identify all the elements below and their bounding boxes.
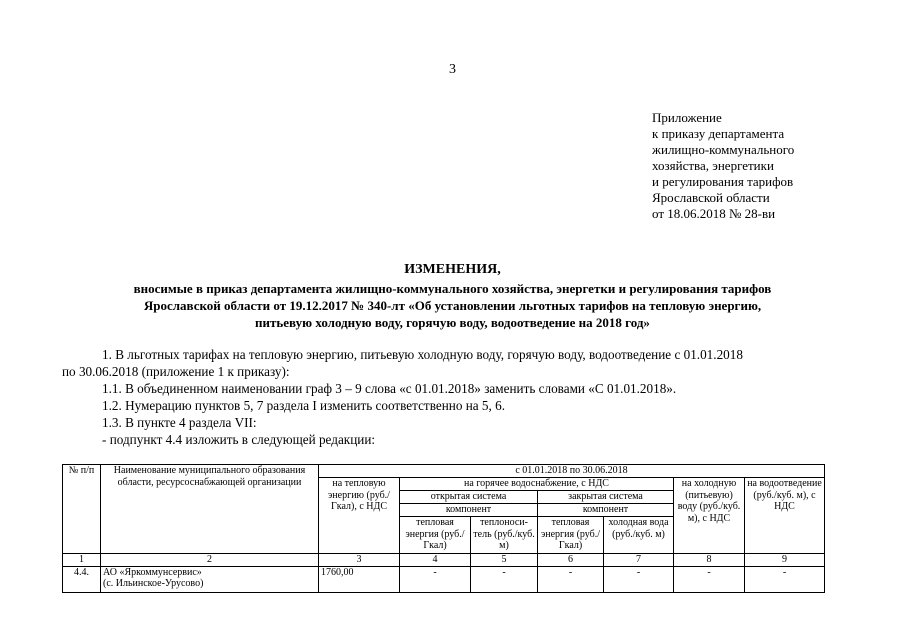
header-name: Наименование муниципального образования области, ресурсоснабжающей организации bbox=[101, 465, 319, 554]
appendix-line: хозяйства, энергетики bbox=[652, 158, 774, 173]
header-num: № п/п bbox=[63, 465, 101, 554]
appendix-line: к приказу департамента bbox=[652, 126, 785, 141]
subtitle-line: Ярославской области от 19.12.2017 № 340-лт «Об установлении льготных тарифов на тепловую энергию, bbox=[143, 298, 762, 313]
col-number: 8 bbox=[674, 554, 745, 567]
header-sewage: на водоотведение (руб./куб. м), с НДС bbox=[745, 478, 825, 554]
table-row bbox=[63, 566, 825, 592]
header-heat: на тепловую энергию (руб./Гкал), с НДС bbox=[319, 478, 400, 554]
page-number: 3 bbox=[449, 62, 456, 77]
document-title: ИЗМЕНЕНИЯ, bbox=[404, 262, 501, 277]
header-hot-water: на горячее водоснабжение, с НДС bbox=[400, 478, 674, 491]
appendix-line: Приложение bbox=[652, 110, 722, 125]
header-open-carrier: теплоноси-тель (руб./куб. м) bbox=[471, 517, 538, 554]
header-open-heat: тепловая энергия (руб./Гкал) bbox=[400, 517, 471, 554]
col-number: 4 bbox=[400, 554, 471, 567]
row-value: - bbox=[674, 566, 745, 592]
paragraph-1-cont: по 30.06.2018 (приложение 1 к приказу): bbox=[62, 364, 290, 379]
row-value: - bbox=[538, 566, 604, 592]
row-value: 1760,00 bbox=[319, 566, 400, 592]
col-number: 3 bbox=[319, 554, 400, 567]
appendix-line: Ярославской области bbox=[652, 190, 770, 205]
row-value: - bbox=[400, 566, 471, 592]
header-open-system: открытая система bbox=[400, 491, 538, 504]
subtitle-line: вносимые в приказ департамента жилищно-коммунального хозяйства, энергетки и регулирования тарифов bbox=[133, 281, 772, 296]
appendix-block bbox=[652, 110, 794, 222]
header-component-closed: компонент bbox=[538, 504, 674, 517]
row-organization-locality: (с. Ильинское-Урусово) bbox=[103, 578, 204, 589]
col-number: 5 bbox=[471, 554, 538, 567]
document-subtitle bbox=[60, 280, 845, 331]
paragraph-1-2: 1.2. Нумерацию пунктов 5, 7 раздела I изменить соответственно на 5, 6. bbox=[102, 398, 505, 413]
subtitle-line: питьевую холодную воду, горячую воду, водоотведение на 2018 год» bbox=[255, 315, 650, 330]
appendix-line: и регулирования тарифов bbox=[652, 174, 794, 189]
col-number: 2 bbox=[101, 554, 319, 567]
header-cold-water: на холодную (питьевую) воду (руб./куб. м), с НДС bbox=[674, 478, 745, 554]
row-value: - bbox=[745, 566, 825, 592]
header-closed-heat: тепловая энергия (руб./Гкал) bbox=[538, 517, 604, 554]
header-period: с 01.01.2018 по 30.06.2018 bbox=[319, 465, 825, 478]
appendix-line: жилищно-коммунального bbox=[652, 142, 795, 157]
row-value: - bbox=[604, 566, 674, 592]
col-number: 1 bbox=[63, 554, 101, 567]
row-num: 4.4. bbox=[63, 566, 101, 592]
appendix-line: от 18.06.2018 № 28-ви bbox=[652, 206, 776, 221]
header-component-open: компонент bbox=[400, 504, 538, 517]
col-number: 9 bbox=[745, 554, 825, 567]
col-number: 6 bbox=[538, 554, 604, 567]
row-value: - bbox=[471, 566, 538, 592]
row-organization bbox=[101, 566, 319, 592]
tariff-table bbox=[62, 464, 825, 593]
header-closed-system: закрытая система bbox=[538, 491, 674, 504]
row-organization-name: АО «Яркоммунсервис» bbox=[103, 566, 202, 578]
paragraph-1-3: 1.3. В пункте 4 раздела VII: bbox=[102, 415, 257, 430]
header-closed-cold: холодная вода (руб./куб. м) bbox=[604, 517, 674, 554]
paragraph-1-1: 1.1. В объединенном наименовании граф 3 – 9 слова «с 01.01.2018» заменить словами «С 01.01.2018». bbox=[102, 381, 677, 396]
paragraph-1: 1. В льготных тарифах на тепловую энергию, питьевую холодную воду, горячую воду, водоотведение с 01.01.2018 bbox=[102, 347, 743, 362]
paragraph-subitem: - подпункт 4.4 изложить в следующей редакции: bbox=[102, 432, 376, 447]
col-number: 7 bbox=[604, 554, 674, 567]
